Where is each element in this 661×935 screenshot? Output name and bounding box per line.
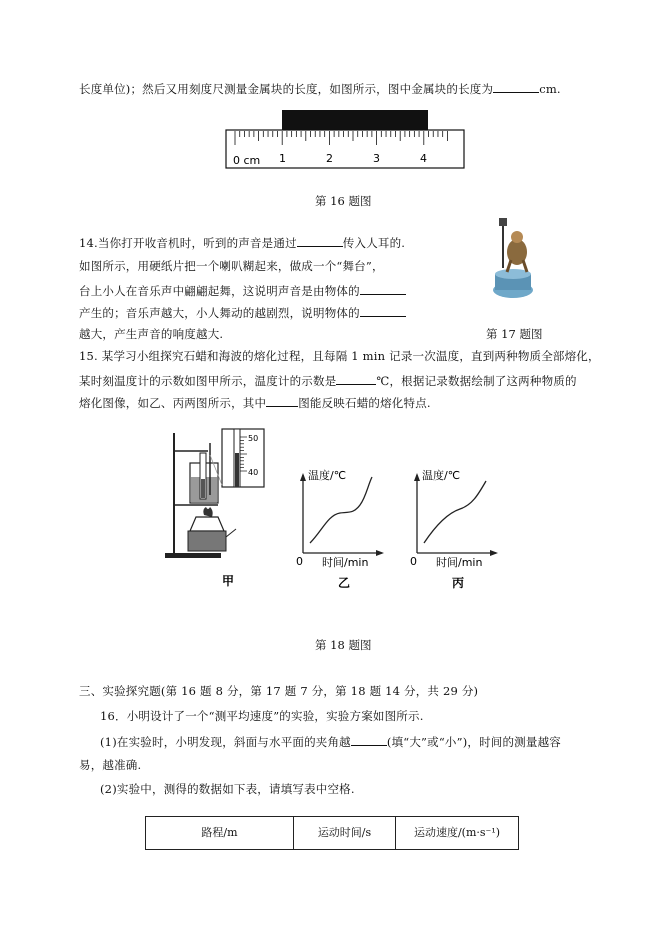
graph-bing-y-label: 温度/℃ <box>422 469 461 482</box>
q14-line-4 <box>79 304 406 321</box>
label-jia: 甲 <box>222 574 235 588</box>
q15-text-3b: 图能反映石蜡的熔化特点. <box>298 396 431 410</box>
answer-blank-source[interactable] <box>360 282 406 295</box>
ruler-label-3: 3 <box>373 152 380 165</box>
q14-line-3 <box>79 282 406 299</box>
q16-line-3: 易，越准确. <box>79 758 142 772</box>
speed-data-table <box>145 816 519 850</box>
ruler-label-2: 2 <box>326 152 333 165</box>
ruler-label-0: 0 cm <box>233 154 261 167</box>
q14-text-1: 14.当你打开收音机时，听到的声音是通过 <box>79 236 297 250</box>
graph-bing-curve <box>424 481 486 543</box>
q16-line-1: 16．小明设计了一个“测平均速度”的实验，实验方案如图所示. <box>100 709 424 723</box>
figure-16-caption: 第 16 题图 <box>315 194 372 208</box>
apparatus-jia <box>165 429 264 558</box>
dancing-figure-image <box>487 210 539 302</box>
table-header-distance: 路程/m <box>146 817 294 850</box>
q14-line-5: 越大，产生声音的响度越大. <box>79 327 224 341</box>
q16-text-2a: (1)在实验时，小明发现，斜面与水平面的夹角越 <box>100 735 351 749</box>
ruler-figure <box>225 110 465 170</box>
intro-unit: cm. <box>539 82 561 96</box>
answer-blank-graph[interactable] <box>266 394 298 407</box>
graph-bing-origin: 0 <box>410 555 417 568</box>
answer-blank-length[interactable] <box>493 80 539 93</box>
table-header-row <box>146 817 519 850</box>
answer-blank-amplitude[interactable] <box>360 304 406 317</box>
flame-icon <box>203 507 212 517</box>
table-header-speed: 运动速度/(m·s⁻¹) <box>396 817 519 850</box>
q15-line-1: 15. 某学习小组探究石蜡和海波的熔化过程，且每隔 1 min 记录一次温度，直到两种物质全部熔化， <box>79 349 600 363</box>
q16-text-2b: (填“大”或“小”)，时间的测量越容 <box>386 735 561 749</box>
thermo-label-40: 40 <box>248 468 259 477</box>
answer-blank-angle[interactable] <box>351 733 387 746</box>
label-yi: 乙 <box>338 576 351 590</box>
graph-bing-x-label: 时间/min <box>436 556 483 569</box>
intro-text: 长度单位)；然后又用刻度尺测量金属块的长度，如图所示，图中金属块的长度为 <box>79 82 494 96</box>
intro-line <box>79 80 561 97</box>
figure-18-caption: 第 18 题图 <box>315 638 372 652</box>
q15-text-2b: ℃，根据记录数据绘制了这两种物质的 <box>376 374 577 388</box>
graph-yi-y-label: 温度/℃ <box>308 469 347 482</box>
graph-yi-origin: 0 <box>296 555 303 568</box>
ruler-label-1: 1 <box>279 152 286 165</box>
q14-text-3: 台上小人在音乐声中翩翩起舞，这说明声音是由物体的 <box>79 284 360 298</box>
q14-text-1-end: 传入人耳的. <box>342 236 406 250</box>
graph-yi-curve <box>310 477 372 543</box>
q14-text-4: 产生的；音乐声越大，小人舞动的越剧烈，说明物体的 <box>79 306 360 320</box>
graph-bing <box>410 468 498 569</box>
q16-line-4: (2)实验中，测得的数据如下表，请填写表中空格. <box>100 782 355 796</box>
q15-line-3 <box>79 394 431 411</box>
alcohol-lamp-icon <box>190 517 224 531</box>
section-3-heading: 三、实验探究题(第 16 题 8 分，第 17 题 7 分，第 18 题 14 分，共 29 分) <box>79 684 479 698</box>
graph-yi <box>296 468 384 569</box>
ruler-label-4: 4 <box>420 152 427 165</box>
metal-block <box>282 110 428 130</box>
label-bing: 丙 <box>452 576 465 590</box>
figure-18 <box>160 425 520 595</box>
q15-text-2a: 某时刻温度计的示数如图甲所示，温度计的示数是 <box>79 374 337 388</box>
table-header-time: 运动时间/s <box>294 817 396 850</box>
thermo-label-50: 50 <box>248 434 259 443</box>
q15-line-2 <box>79 372 577 389</box>
q15-text-3a: 熔化图像，如乙、丙两图所示，其中 <box>79 396 267 410</box>
q16-line-2 <box>100 733 561 750</box>
stand-base <box>165 553 221 558</box>
figure-17-caption: 第 17 题图 <box>486 327 543 341</box>
q14-line-1 <box>79 234 405 251</box>
graph-yi-x-label: 时间/min <box>322 556 369 569</box>
q14-line-2: 如图所示，用硬纸片把一个喇叭糊起来，做成一个“舞台”， <box>79 259 384 273</box>
answer-blank-medium[interactable] <box>297 234 343 247</box>
answer-blank-temperature[interactable] <box>336 372 376 385</box>
